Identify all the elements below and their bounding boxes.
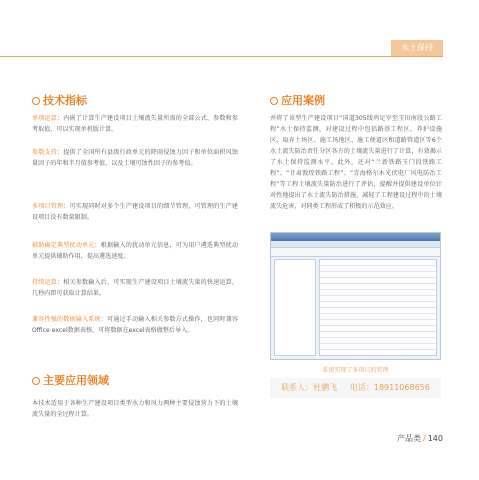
data-grid-panel <box>319 259 437 356</box>
tech-item-5: 持续运算：相关参数输入后，可实现生产建设项目土壤流失量的快速运算，几秒内即可获取计算结果。 <box>32 279 239 297</box>
scope-heading: 主要应用领域 <box>32 372 109 388</box>
project-tree-panel <box>274 259 316 356</box>
section-tag: 水土保持 <box>391 40 443 56</box>
circle-bullet-icon <box>32 377 40 385</box>
footer-separator: / <box>423 434 426 443</box>
top-banner <box>0 40 443 57</box>
case-heading: 应用案例 <box>270 92 325 108</box>
tech-item-4: 辅助确定典型扰动单元：根据输入的扰动单元信息，可为用户遴选典型扰动单元提供辅助作用，提高遴选速度。 <box>32 242 239 260</box>
case-text: 并将了该型生产建设项目“国道305线鸡足宰至玉田南段公路工程”水土保持监测，对建设过程中包括路基工程区、养护设施区、取弃土场区、施工场地区、施工便道区和道路管道区等6个水土流失防治责任分区各方的土壤流失量进行了计算，有效揭示了水土保持监测水平。此外，还对“兰新铁路玉门段铁路工程”、“甘肃敦煌铁路工程”、“青海格尔木光伏电厂风电防治工程”等工程土壤流失量防治进行了评估，提醒并提供建设单位针对性地提出了水土流失防治措施，减轻了工程建设过程中的土壤流失危害，对同类工程形成了积极的示范效应。 <box>270 115 442 210</box>
contact-person: 联系人：杜鹏飞 <box>281 383 338 392</box>
window-toolbar <box>271 248 440 257</box>
tech-item-2: 参数支持：提供了全国所有县级行政单元的降雨侵蚀力因子和单位面积风蚀量因子的年和半月值参考值，以及土壤可蚀性因子的参考值。 <box>32 149 239 167</box>
contact-box <box>270 378 441 398</box>
footer-category: 产品类 <box>397 434 422 443</box>
tech-item-1: 单项运算：内嵌了计算生产建设项目土壤流失量所需的全部公式、参数和参考取值，可以实现单机版计算。 <box>32 115 239 133</box>
window-menubar <box>271 241 440 248</box>
page-footer <box>397 433 443 444</box>
circle-bullet-icon <box>32 97 40 105</box>
software-screenshot <box>270 232 441 360</box>
tech-heading: 技术指标 <box>32 92 87 108</box>
window-titlebar <box>271 233 440 241</box>
contact-phone: 电话：18911068656 <box>349 383 430 392</box>
screenshot-caption: 系统实现了多项目的管理 <box>322 367 389 374</box>
page-number: 140 <box>427 434 443 443</box>
scope-text: 本技术适用于各种生产建设项目类型水力和风力两种主要侵蚀营力下的土壤流失量的全过程计算。 <box>32 400 238 418</box>
circle-bullet-icon <box>270 97 278 105</box>
tech-item-6: 兼容性强的数据输入系统：可通过手动输入相关参数方式操作，也同时兼容Office excel数据表格，可将数据在excel表格做整后导入。 <box>32 316 239 334</box>
window-body <box>274 259 437 356</box>
tech-item-3: 多项目管理：可实现同时对多个生产建设项目的细节管理，可管理的生产建设项目没有数量限制。 <box>32 203 239 221</box>
